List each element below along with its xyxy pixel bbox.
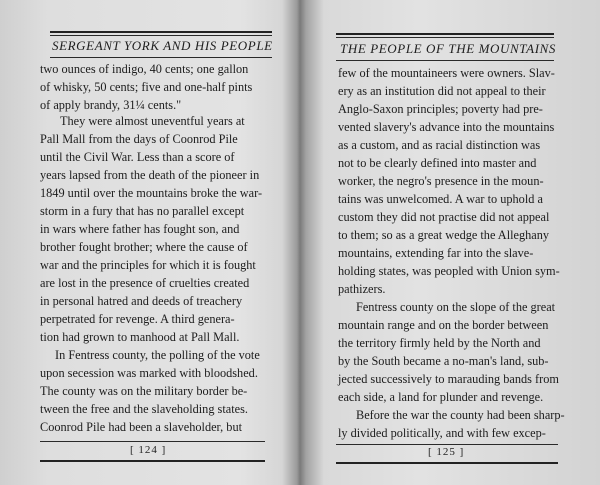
text-line: ery as an institution did not appeal to their (338, 84, 546, 98)
right-page (300, 0, 600, 485)
text-line: by the South became a no-man's land, sub- (338, 354, 549, 368)
header-rule-top (336, 33, 554, 35)
text-line: of whisky, 50 cents; five and one-half pints (40, 80, 253, 94)
text-line: to them; so as a great wedge the Alleghany (338, 228, 550, 242)
text-line: tains was unwelcomed. A war to uphold a (338, 192, 543, 206)
text-line: storm in a fury that has no parallel except (40, 204, 245, 218)
page-number: [ 124 ] (130, 444, 167, 456)
text-line: war and the principles for which it is fought (40, 258, 256, 272)
text-line: until the Civil War. Less than a score of (40, 150, 235, 164)
text-line: mountains, extending far into the slave- (338, 246, 534, 260)
text-line: pathizers. (338, 282, 386, 296)
text-line: Fentress county on the slope of the great (356, 300, 556, 314)
footer-rule-bottom (40, 460, 265, 462)
text-line: worker, the negro's presence in the moun- (338, 174, 544, 188)
text-line: are lost in the presence of cruelties created (40, 276, 250, 290)
text-line: not to be clearly defined into master and (338, 156, 537, 170)
footer-rule-top (40, 441, 265, 442)
text-line: ly divided politically, and with few excep- (338, 426, 546, 440)
text-line: brother fought brother; where the cause of (40, 240, 248, 254)
text-line: In Fentress county, the polling of the vote (55, 348, 260, 362)
text-line: as a custom, and as racial distinction was (338, 138, 541, 152)
text-line: perpetrated for revenge. A third genera- (40, 312, 235, 326)
text-line: vented slavery's advance into the mountains (338, 120, 555, 134)
text-line: tion had grown to manhood at Pall Mall. (40, 330, 240, 344)
text-line: custom they did not practise did not appeal (338, 210, 550, 224)
text-line: holding states, was peopled with Union sym- (338, 264, 560, 278)
header-rule-bottom (336, 60, 554, 61)
text-line: upon secession was marked with bloodshed. (40, 366, 258, 380)
text-line: They were almost uneventful years at (60, 114, 245, 128)
running-head: THE PEOPLE OF THE MOUNTAINS (340, 41, 557, 56)
text-line: tween the free and the slaveholding states. (40, 402, 248, 416)
running-head: SERGEANT YORK AND HIS PEOPLE (52, 38, 273, 53)
text-line: Anglo-Saxon principles; poverty had pre- (338, 102, 543, 116)
text-line: Before the war the county had been sharp- (356, 408, 565, 422)
footer-rule-bottom (336, 462, 558, 464)
text-line: Coonrod Pile had been a slaveholder, but (40, 420, 243, 434)
text-line: mountain range and on the border between (338, 318, 549, 332)
text-line: the territory firmly held by the North and (338, 336, 541, 350)
text-line: few of the mountaineers were owners. Slav- (338, 66, 555, 80)
text-line: Pall Mall from the days of Coonrod Pile (40, 132, 238, 146)
text-line: in wars where father has fought son, and (40, 222, 240, 236)
footer-rule-top (336, 444, 558, 445)
text-line: years lapsed from the death of the pioneer in (40, 168, 260, 182)
page-number: [ 125 ] (428, 446, 465, 458)
text-line: in personal hatred and deeds of treachery (40, 294, 243, 308)
header-rule-bottom (50, 57, 272, 58)
text-line: of apply brandy, 31¼ cents." (40, 98, 182, 112)
text-line: two ounces of indigo, 40 cents; one gallon (40, 62, 249, 76)
text-line: 1849 until over the mountains broke the war- (40, 186, 263, 200)
text-line: each side, a land for plunder and revenge. (338, 390, 544, 404)
text-line: jected successively to marauding bands from (338, 372, 559, 386)
header-rule-top-thin (336, 37, 554, 38)
header-rule-top-thin (50, 35, 272, 36)
text-line: The county was on the military border be- (40, 384, 248, 398)
header-rule-top (50, 31, 272, 33)
